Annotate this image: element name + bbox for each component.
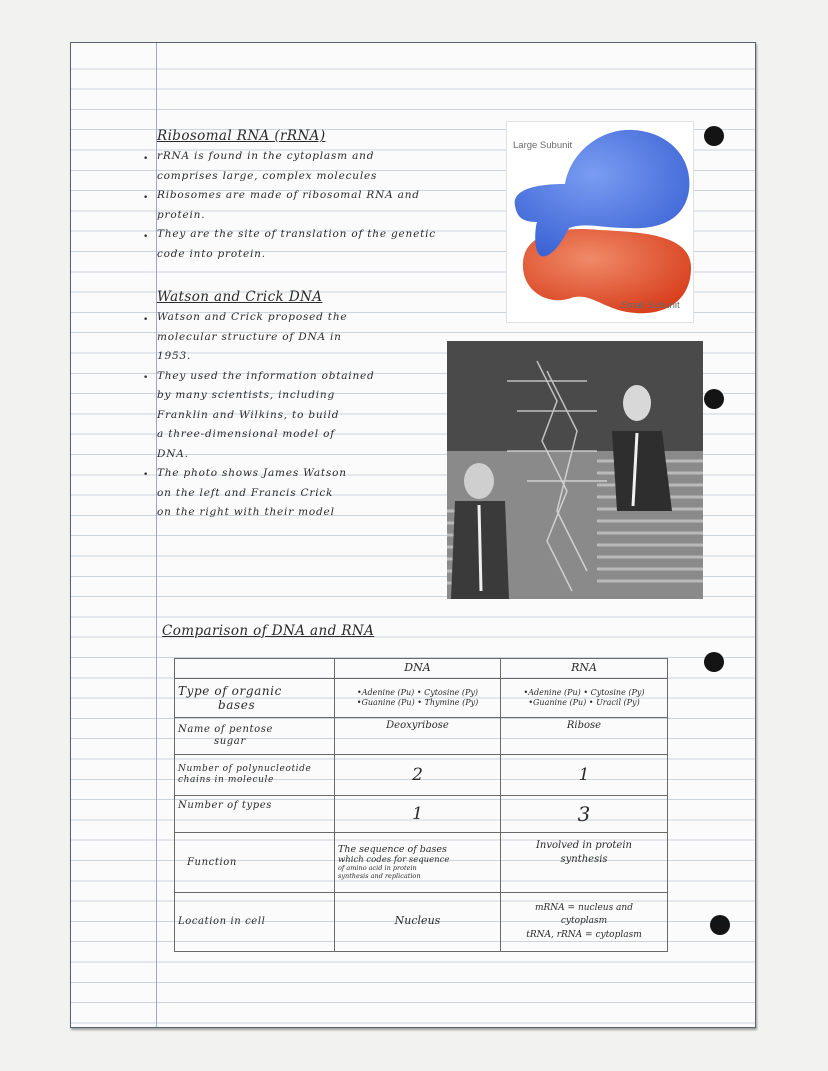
- bullet-dot: •: [143, 193, 149, 203]
- cell-line: mRNA = nucleus and: [535, 902, 633, 913]
- table-row: [175, 892, 668, 951]
- cell-line: 3: [577, 801, 591, 826]
- note-line: protein.: [157, 209, 206, 221]
- cell-line: •Guanine (Pu) • Thymine (Py): [356, 698, 479, 708]
- table-row: [175, 755, 668, 796]
- rna-cell: [501, 718, 668, 755]
- watson-crick-photo: [447, 341, 703, 599]
- table-row: [175, 833, 668, 892]
- cell-line: 2: [412, 764, 423, 785]
- punch-hole: [704, 126, 724, 146]
- note-line: Watson and Crick proposed the: [157, 311, 348, 323]
- cell-line: The sequence of bases: [338, 843, 447, 855]
- note-line: Ribosomes are made of ribosomal RNA and: [157, 189, 420, 201]
- note-line: code into protein.: [157, 248, 266, 260]
- row-label-line: chains in molecule: [178, 775, 274, 786]
- rna-cell: [501, 796, 668, 833]
- bullet-dot: •: [143, 373, 149, 383]
- table-row: [175, 796, 668, 833]
- table-header-row: [175, 659, 668, 679]
- rna-cell: [501, 755, 668, 796]
- section-title-ribosomal-rna: Ribosomal RNA (rRNA): [157, 128, 326, 144]
- dna-cell: [335, 833, 501, 892]
- small-subunit-label: Small Subunit: [621, 300, 680, 311]
- row-label-line: Number of polynucleotide: [178, 763, 312, 774]
- bullet-dot: •: [143, 470, 149, 480]
- note-line: They used the information obtained: [157, 370, 375, 382]
- rna-cell: [501, 833, 668, 892]
- cell-line: tRNA, rRNA = cytoplasm: [526, 929, 642, 940]
- header-cell: [175, 659, 335, 679]
- dna-cell: [335, 718, 501, 755]
- punch-hole: [704, 652, 724, 672]
- header-cell-rna: RNA: [501, 659, 668, 679]
- cell-line: synthesis and replication: [338, 872, 421, 881]
- ribosome-illustration: [507, 122, 693, 322]
- note-line: rRNA is found in the cytoplasm and: [157, 150, 375, 162]
- punch-hole: [704, 389, 724, 409]
- cell-line: cytoplasm: [560, 916, 608, 927]
- ribosome-diagram: [506, 121, 694, 323]
- row-label-line: Function: [187, 856, 237, 868]
- cell-line: synthesis: [560, 853, 608, 865]
- row-label-line: sugar: [214, 736, 246, 748]
- note-line: molecular structure of DNA in: [157, 331, 342, 343]
- row-label: [175, 755, 335, 796]
- note-line: The photo shows James Watson: [157, 467, 347, 479]
- dna-cell: [335, 892, 501, 951]
- section-title-watson-crick: Watson and Crick DNA: [157, 289, 323, 305]
- row-label: [175, 796, 335, 833]
- dna-cell: [335, 679, 501, 718]
- cell-line: •Guanine (Pu) • Uracil (Py): [528, 698, 640, 708]
- cell-line: Involved in protein: [535, 840, 632, 852]
- note-line: They are the site of translation of the genetic: [157, 228, 436, 240]
- cell-line: Deoxyribose: [386, 720, 449, 732]
- rna-cell: [501, 679, 668, 718]
- row-label-line: bases: [218, 698, 256, 713]
- section-title-comparison: Comparison of DNA and RNA: [162, 623, 375, 639]
- note-line: a three-dimensional model of: [157, 428, 335, 440]
- header-cell-dna: DNA: [335, 659, 501, 679]
- cell-line: of amino acid in protein: [338, 864, 417, 873]
- row-label: [175, 718, 335, 755]
- cell-line: 1: [578, 764, 590, 785]
- row-label: [175, 833, 335, 892]
- cell-line: •Adenine (Pu) • Cytosine (Py): [523, 687, 645, 697]
- table-row: [175, 679, 668, 718]
- dna-cell: [335, 755, 501, 796]
- cell-line: 1: [412, 803, 423, 824]
- dna-cell: [335, 796, 501, 833]
- row-label: [175, 892, 335, 951]
- cell-line: Ribose: [566, 720, 602, 732]
- note-line: on the left and Francis Crick: [157, 487, 334, 499]
- notebook-page: [70, 42, 756, 1028]
- note-line: 1953.: [157, 350, 192, 362]
- row-label-line: Location in cell: [178, 916, 266, 928]
- rna-cell: [501, 892, 668, 951]
- note-line: on the right with their model: [157, 506, 335, 518]
- note-line: by many scientists, including: [157, 389, 335, 401]
- cell-line: which codes for sequence: [338, 855, 450, 866]
- note-line: DNA.: [157, 448, 189, 460]
- row-label-line: Type of organic: [178, 684, 282, 699]
- cell-line: •Adenine (Pu) • Cytosine (Py): [357, 687, 478, 697]
- large-subunit-label: Large Subunit: [513, 140, 573, 151]
- note-line: Franklin and Wilkins, to build: [157, 409, 340, 421]
- photo-image: [447, 341, 703, 599]
- bullet-dot: •: [143, 232, 149, 242]
- bullet-dot: •: [143, 315, 149, 325]
- comparison-table: [174, 658, 668, 952]
- table-row: [175, 718, 668, 755]
- row-label: [175, 679, 335, 718]
- row-label-line: Name of pentose: [178, 724, 274, 736]
- punch-hole: [710, 915, 730, 935]
- note-line: comprises large, complex molecules: [157, 170, 378, 182]
- bullet-dot: •: [143, 154, 149, 164]
- row-label-line: Number of types: [178, 800, 272, 812]
- cell-line: Nucleus: [394, 914, 441, 928]
